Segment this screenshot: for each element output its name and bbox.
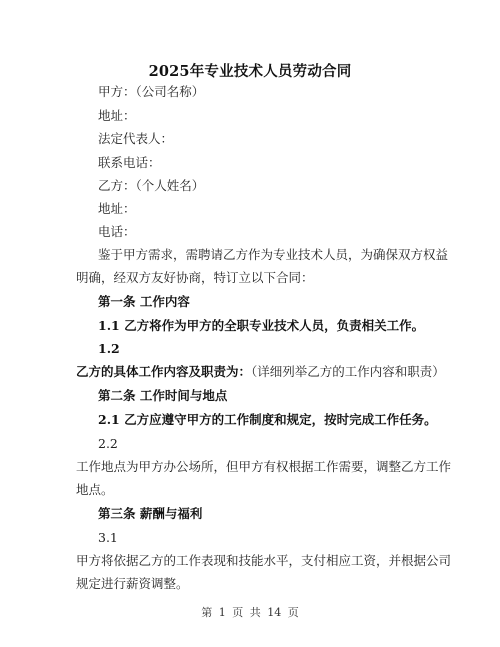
intro-line-1: 鉴于甲方需求，需聘请乙方作为专业技术人员，为确保双方权益 xyxy=(98,247,449,262)
party-b-line: 乙方：（个人姓名） xyxy=(98,178,205,193)
document-title: 2025年专业技术人员劳动合同 xyxy=(148,63,352,80)
legal-representative: 法定代表人： xyxy=(98,131,174,146)
article-1-2-text xyxy=(76,364,445,380)
party-a-address: 地址： xyxy=(98,108,136,123)
article-2-heading: 第二条 工作时间与地点 xyxy=(98,388,228,403)
intro-line-2: 明确，经双方友好协商，特订立以下合同： xyxy=(76,270,314,285)
article-2-2-line-1: 工作地点为甲方办公场所，但甲方有权根据工作需要，调整乙方工作 xyxy=(76,459,452,474)
article-1-1: 1.1 乙方将作为甲方的全职专业技术人员，负责相关工作。 xyxy=(98,318,425,333)
article-1-2-bold-text: 乙方的具体工作内容及职责为： xyxy=(76,364,252,379)
article-1-heading: 第一条 工作内容 xyxy=(98,294,190,309)
article-2-2-line-2: 地点。 xyxy=(76,482,114,497)
article-3-1-line-1: 甲方将依据乙方的工作表现和技能水平，支付相应工资，并根据公司 xyxy=(76,553,452,568)
article-1-2-number: 1.2 xyxy=(98,341,120,356)
party-b-address: 地址： xyxy=(98,201,136,216)
party-a-line: 甲方：（公司名称） xyxy=(98,84,205,99)
article-3-heading: 第三条 薪酬与福利 xyxy=(98,506,203,521)
article-3-1-line-2: 规定进行薪资调整。 xyxy=(76,576,189,591)
party-b-phone: 电话： xyxy=(98,224,136,239)
article-3-1-number: 3.1 xyxy=(98,530,118,545)
page-number-footer: 第 1 页 共 14 页 xyxy=(201,606,299,619)
article-2-2-number: 2.2 xyxy=(98,436,118,451)
article-1-2-rest-text: （详细列举乙方的工作内容和职责） xyxy=(251,364,445,379)
article-2-1: 2.1 乙方应遵守甲方的工作制度和规定，按时完成工作任务。 xyxy=(98,412,437,427)
party-a-phone: 联系电话： xyxy=(98,155,161,170)
